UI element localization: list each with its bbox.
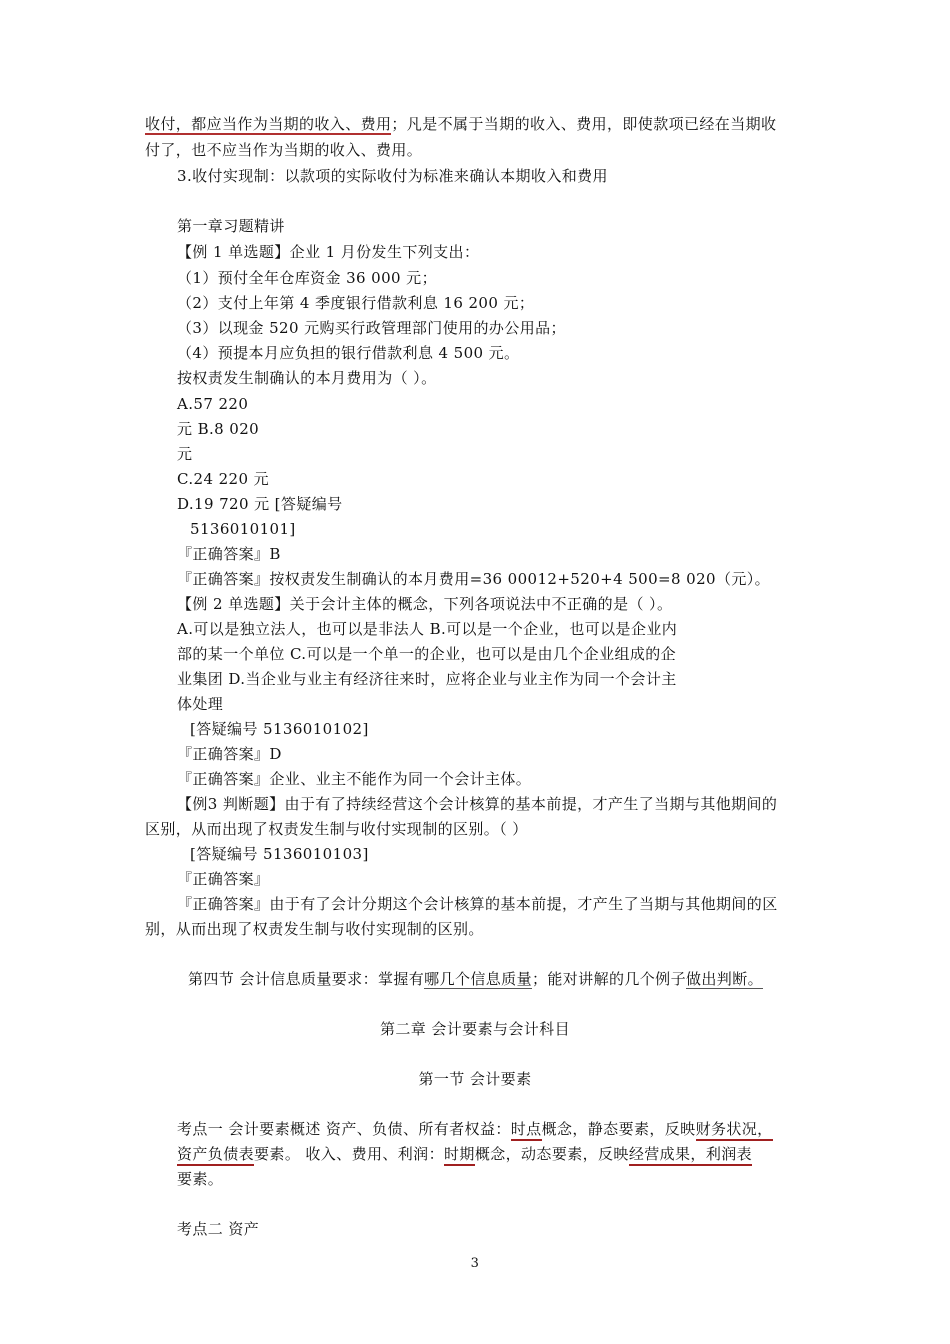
underlined-phrase: 哪几个信息质量 xyxy=(424,970,532,988)
text-line xyxy=(145,114,776,134)
text-line: 3.收付实现制：以款项的实际收付为标准来确认本期收入和费用 xyxy=(177,167,608,185)
text-segment: ；凡是不属于当期的收入、费用，即使款项已经在当期收 xyxy=(391,115,777,133)
text-line xyxy=(177,1119,773,1139)
option-line: 部的某一个单位 C.可以是一个单一的企业，也可以是由几个企业组成的企 xyxy=(177,645,677,663)
text-line: （1）预付全年仓库资金 36 000 元； xyxy=(177,269,437,287)
text-segment: 第四节 会计信息质量要求：掌握有 xyxy=(188,970,425,988)
option-line: 体处理 xyxy=(177,695,224,713)
option-line: A.可以是独立法人，也可以是非法人 B.可以是一个企业，也可以是企业内 xyxy=(177,620,678,638)
option-line: A.57 220 xyxy=(177,395,249,413)
question-id: [答疑编号 5136010103] xyxy=(190,845,369,863)
text-segment: 考点一 会计要素概述 资产、负债、所有者权益： xyxy=(177,1120,511,1138)
text-line: 要素。 xyxy=(177,1170,224,1188)
text-line: （4）预提本月应负担的银行借款利息 4 500 元。 xyxy=(177,344,520,362)
text-line: （2）支付上年第 4 季度银行借款利息 16 200 元； xyxy=(177,294,535,312)
option-line: 元 B.8 020 xyxy=(177,420,260,438)
question-title: 【例 2 单选题】关于会计主体的概念，下列各项说法中不正确的是（ ）。 xyxy=(177,595,673,613)
question-title: 【例3 判断题】由于有了持续经营这个会计核算的基本前提，才产生了当期与其他期间的 xyxy=(177,795,778,813)
text-line xyxy=(177,1144,752,1164)
underlined-phrase: 经营成果，利润表 xyxy=(629,1145,752,1166)
option-line: C.24 220 元 xyxy=(177,470,269,488)
page-number: 3 xyxy=(470,1256,480,1271)
answer-line: 『正确答案』B xyxy=(177,545,281,563)
answer-line: 『正确答案』D xyxy=(177,745,282,763)
question-id: 5136010101] xyxy=(190,520,296,538)
section-title: 第一节 会计要素 xyxy=(418,1070,532,1088)
text-line: 付了，也不应当作为当期的收入、费用。 xyxy=(145,141,423,159)
section-note xyxy=(188,969,763,989)
text-segment: ；能对讲解的几个例子 xyxy=(531,970,686,988)
text-segment: 概念，动态要素，反映 xyxy=(474,1145,629,1163)
text-segment: 要素。 收入、费用、利润： xyxy=(254,1145,444,1163)
underlined-phrase: 收付，都应当作为当期的收入、费用 xyxy=(145,115,392,133)
chapter-title: 第二章 会计要素与会计科目 xyxy=(380,1020,570,1038)
option-line: 元 xyxy=(177,445,193,463)
section-heading: 考点二 资产 xyxy=(177,1220,260,1238)
text-segment: 概念，静态要素，反映 xyxy=(541,1120,696,1138)
answer-line: 『正确答案』 xyxy=(177,870,270,888)
text-line: （3）以现金 520 元购买行政管理部门使用的办公用品； xyxy=(177,319,566,337)
section-heading: 第一章习题精讲 xyxy=(177,217,285,235)
option-line: 业集团 D.当企业与业主有经济往来时，应将企业与业主作为同一个会计主 xyxy=(177,670,677,688)
answer-line: 『正确答案』按权责发生制确认的本月费用=36 00012+520+4 500=8 020（元）。 xyxy=(177,570,771,588)
text-line: 按权责发生制确认的本月费用为（ ）。 xyxy=(177,369,437,387)
answer-line: 『正确答案』企业、业主不能作为同一个会计主体。 xyxy=(177,770,532,788)
underlined-phrase: 做出判断。 xyxy=(686,970,764,988)
underlined-phrase: 时期 xyxy=(444,1145,475,1166)
text-line: 别，从而出现了权责发生制与收付实现制的区别。 xyxy=(145,920,484,938)
option-line: D.19 720 元 [答疑编号 xyxy=(177,495,343,513)
underlined-phrase: 财务状况， xyxy=(696,1120,773,1141)
question-id: [答疑编号 5136010102] xyxy=(190,720,369,738)
underlined-phrase: 时点 xyxy=(511,1120,542,1141)
text-line: 区别，从而出现了权责发生制与收付实现制的区别。（ ） xyxy=(145,820,528,838)
underlined-phrase: 资产负债表 xyxy=(177,1145,254,1166)
question-title: 【例 1 单选题】企业 1 月份发生下列支出： xyxy=(177,243,480,261)
answer-line: 『正确答案』由于有了会计分期这个会计核算的基本前提，才产生了当期与其他期间的区 xyxy=(177,895,778,913)
